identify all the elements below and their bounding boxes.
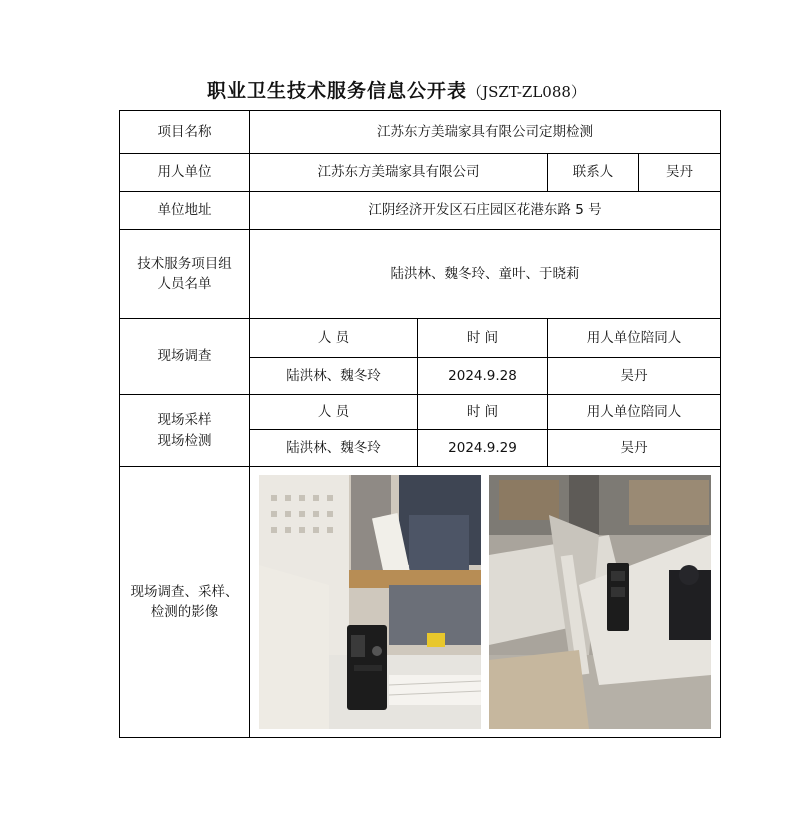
- row-address: [120, 192, 721, 230]
- employer-value: 江苏东方美瑞家具有限公司: [250, 154, 548, 192]
- site-photo-2: [489, 475, 711, 729]
- sampling-label-line2: 现场检测: [157, 432, 212, 449]
- project-label: 项目名称: [120, 111, 250, 154]
- images-label-line2: 检测的影像: [150, 604, 219, 620]
- address-value: 江阴经济开发区石庄园区花港东路 5 号: [250, 192, 721, 230]
- images-cell: [250, 467, 721, 738]
- project-value: 江苏东方美瑞家具有限公司定期检测: [250, 111, 721, 154]
- team-label: [120, 230, 250, 319]
- row-employer: [120, 154, 721, 192]
- sampling-time: 2024.9.29: [418, 430, 548, 467]
- images-label-line1: 现场调查、采样、: [130, 583, 239, 600]
- survey-head-staff: 人 员: [250, 319, 418, 358]
- site-photo-1: [259, 475, 481, 729]
- row-sampling-head: [120, 395, 721, 430]
- survey-time: 2024.9.28: [418, 358, 548, 395]
- sampling-head-companion: 用人单位陪同人: [548, 395, 721, 430]
- row-team: [120, 230, 721, 319]
- photo-gallery: [250, 469, 720, 735]
- row-survey-head: [120, 319, 721, 358]
- form-code: （JSZT-ZL088）: [467, 83, 586, 101]
- sampling-companion: 吴丹: [548, 430, 721, 467]
- info-table: [119, 110, 721, 738]
- team-label-line1: 技术服务项目组: [137, 255, 232, 272]
- sampling-label-line1: 现场采样: [157, 412, 212, 429]
- survey-staff: 陆洪林、魏冬玲: [250, 358, 418, 395]
- team-label-line2: 人员名单: [157, 276, 212, 292]
- sampling-head-time: 时 间: [418, 395, 548, 430]
- title-text: 职业卫生技术服务信息公开表: [207, 80, 468, 102]
- sampling-label: [120, 395, 250, 467]
- sampling-staff: 陆洪林、魏冬玲: [250, 430, 418, 467]
- survey-label: 现场调查: [120, 319, 250, 395]
- contact-value: 吴丹: [639, 154, 721, 192]
- address-label: 单位地址: [120, 192, 250, 230]
- survey-head-companion: 用人单位陪同人: [548, 319, 721, 358]
- employer-label: 用人单位: [120, 154, 250, 192]
- site-photo-1-image: [259, 475, 481, 729]
- contact-label: 联系人: [548, 154, 639, 192]
- survey-companion: 吴丹: [548, 358, 721, 395]
- images-label: [120, 467, 250, 738]
- row-project: [120, 111, 721, 154]
- page-title: [0, 76, 793, 103]
- survey-head-time: 时 间: [418, 319, 548, 358]
- site-photo-2-image: [489, 475, 711, 729]
- team-value: 陆洪林、魏冬玲、童叶、于晓莉: [250, 230, 721, 319]
- sampling-head-staff: 人 员: [250, 395, 418, 430]
- row-images: [120, 467, 721, 738]
